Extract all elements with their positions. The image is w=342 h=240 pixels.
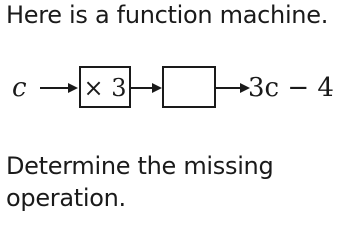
machine-output: 3c − 4 — [248, 73, 334, 103]
missing-operation-box — [163, 67, 215, 107]
operation-1-label: × 3 — [83, 74, 127, 102]
arrow-2 — [130, 83, 162, 93]
question-text: Determine the missing operation. — [6, 152, 274, 212]
machine-input: c — [12, 73, 27, 103]
arrow-3 — [215, 83, 250, 93]
intro-text: Here is a function machine. — [6, 1, 329, 29]
arrow-1 — [40, 83, 78, 93]
function-machine-diagram — [0, 60, 342, 115]
